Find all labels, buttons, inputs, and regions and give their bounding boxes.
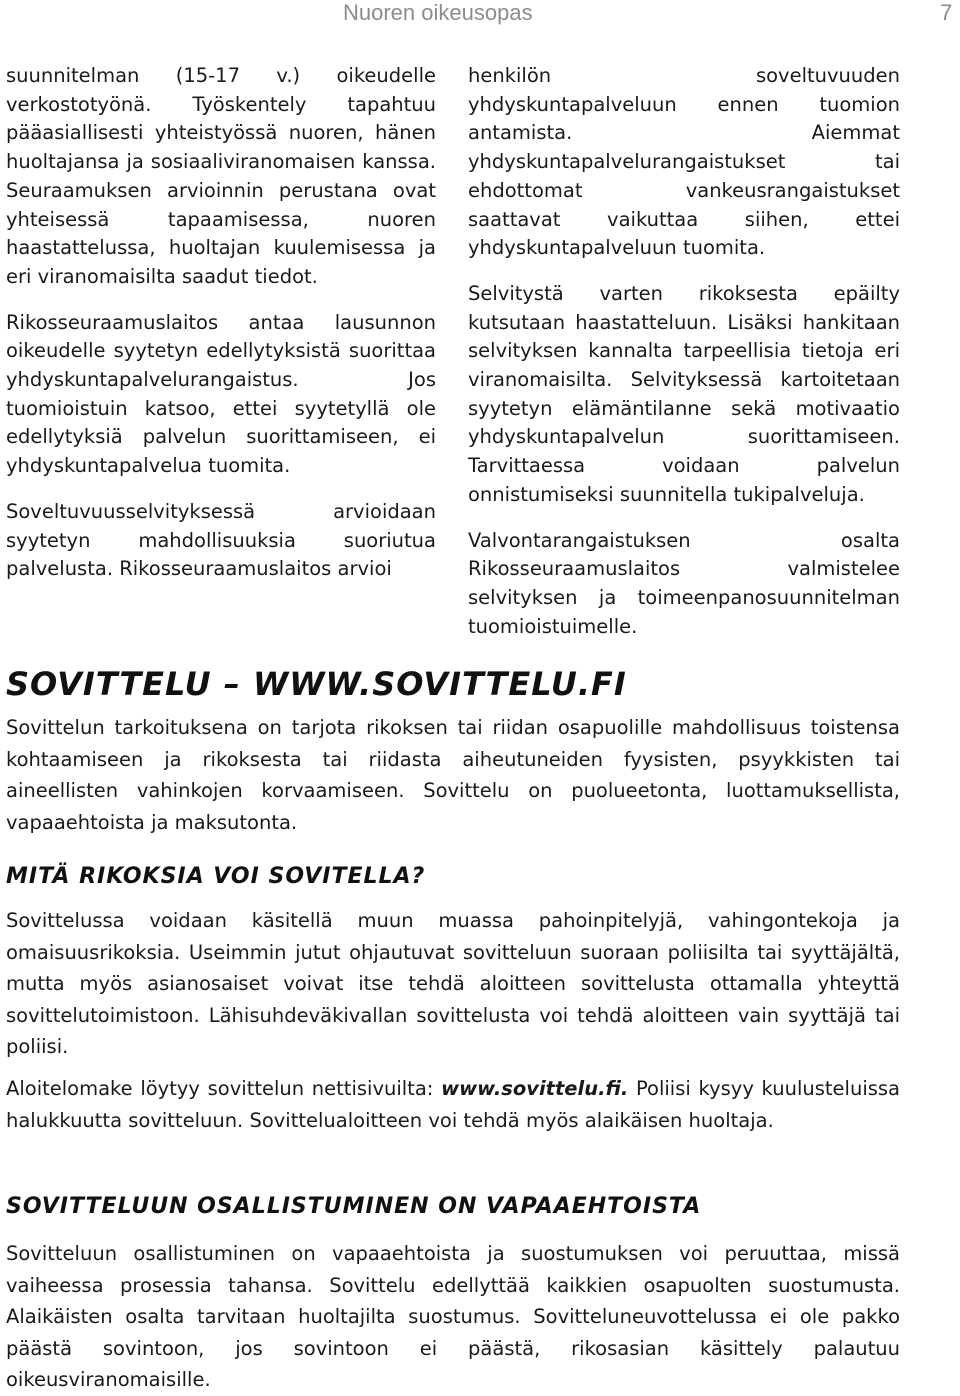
mita-rikoksia-paragraph-2 xyxy=(6,1073,900,1136)
aloitelomake-text-continued: Poliisi kysyy kuulusteluissa halukkuutta sovitteluun. Sovittelualoitteen voi tehdä myös alaikäisen huoltaja. xyxy=(6,1077,901,1132)
left-column xyxy=(6,62,436,601)
right-paragraph-2: Selvitystä varten rikoksesta epäilty kutsutaan haastatteluun. Lisäksi hankitaan selvityksen kannalta tarpeellisia tietoja eri viranomaisilta. Selvityksessä kartoitetaan syytetyn elämäntilanne sekä motivaatio yhdyskuntapalvelun suorittamiseen. Tarvittaessa voidaan palvelun onnistumiseksi suunnitella tukipalveluja. xyxy=(468,281,900,506)
vapaaehtoista-heading: SOVITTELUUN OSALLISTUMINEN ON VAPAAEHTOISTA xyxy=(6,1194,702,1219)
page-number: 7 xyxy=(940,0,953,25)
mita-rikoksia-heading: MITÄ RIKOKSIA VOI SOVITELLA? xyxy=(6,864,426,889)
running-header-title: Nuoren oikeusopas xyxy=(343,0,533,25)
left-paragraph-1: suunnitelman (15-17 v.) oikeudelle verkostotyönä. Työskentely tapahtuu pääasiallisesti yhteistyössä nuoren, hänen huoltajansa ja sosiaaliviranomaisen kanssa. Seuraamuksen arvioinnin perustana ovat yhteisessä tapaamisessa, nuoren haastattelussa, huoltajan kuulemisessa ja eri viranomaisilta saadut tiedot. xyxy=(6,64,436,288)
sovittelu-url-link[interactable]: www.sovittelu.fi. xyxy=(441,1077,629,1100)
left-paragraph-2: Rikosseuraamuslaitos antaa lausunnon oikeudelle syytetyn edellytyksistä suorittaa yhdyskuntapalvelurangaistus. Jos tuomioistuin katsoo, ettei syytetyllä ole edellytyksiä palvelun suorittamiseen, ei yhdyskuntapalvelua tuomita. xyxy=(6,310,436,478)
vapaaehtoista-paragraph: Sovitteluun osallistuminen on vapaaehtoista ja suostumuksen voi peruuttaa, missä vaiheessa prosessia tahansa. Sovittelu edellyttää kaikkien osapuolten suostumusta. Alaikäisten osalta tarvitaan huoltajilta suostumus. Sovitteluneuvottelussa ei ole pakko päästä sovintoon, jos sovintoon ei päästä, rikosasian käsittely palautuu oikeusviranomaisille. xyxy=(6,1242,900,1391)
aloitelomake-text: Aloitelomake löytyy sovittelun nettisivuilta: xyxy=(6,1077,442,1100)
mita-rikoksia-paragraph-1: Sovittelussa voidaan käsitellä muun muassa pahoinpitelyjä, vahingontekoja ja omaisuusrikoksia. Useimmin jutut ohjautuvat sovitteluun suoraan poliisilta tai syyttäjältä, mutta myös asianosaiset voivat itse tehdä aloitteen sovittelusta ottamalla yhteyttä sovittelutoimistoon. Lähisuhdeväkivallan sovittelusta voi tehdä aloitteen vain syyttäjä tai poliisi. xyxy=(6,909,900,1058)
right-column xyxy=(468,62,900,658)
left-paragraph-3: Soveltuvuusselvityksessä arvioidaan syytetyn mahdollisuuksia suoriutua palvelusta. Rikosseuraamuslaitos arvioi xyxy=(6,499,436,581)
sovittelu-heading: SOVITTELU – WWW.SOVITTELU.FI xyxy=(6,665,627,703)
right-paragraph-3: Valvontarangaistuksen osalta Rikosseuraamuslaitos valmistelee selvityksen ja toimeenpanosuunnitelman tuomioistuimelle. xyxy=(468,528,900,638)
right-paragraph-1: henkilön soveltuvuuden yhdyskuntapalveluun ennen tuomion antamista. Aiemmat yhdyskuntapalvelurangaistukset tai ehdottomat vankeusrangaistukset saattavat vaikuttaa siihen, ettei yhdyskuntapalveluun tuomita. xyxy=(468,64,900,260)
sovittelu-paragraph: Sovittelun tarkoituksena on tarjota rikoksen tai riidan osapuolille mahdollisuus toistensa kohtaamiseen ja rikoksesta tai riidasta aiheutuneiden fyysisten, psyykkisten tai aineellisten vahinkojen korvaamiseen. Sovittelu on puolueetonta, luottamuksellista, vapaaehtoista ja maksutonta. xyxy=(6,716,900,834)
